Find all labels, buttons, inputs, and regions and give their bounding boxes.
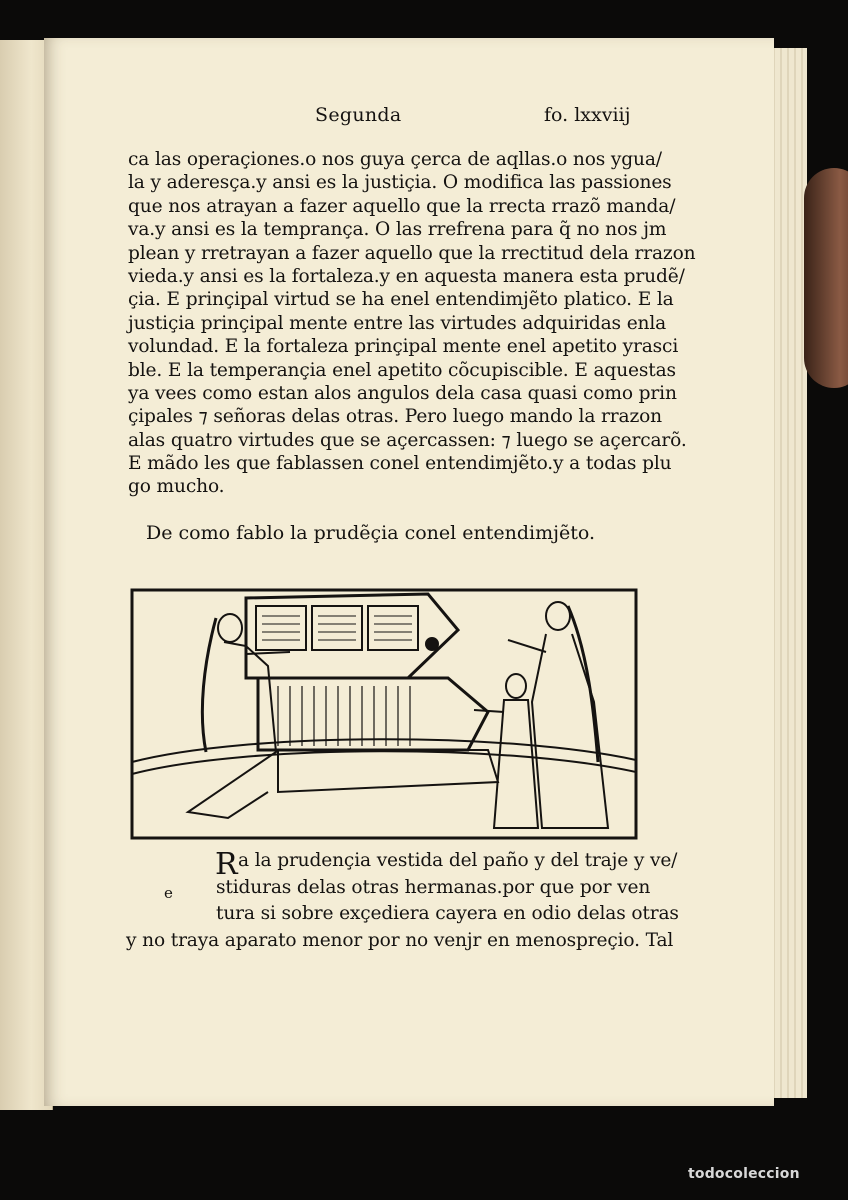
woodcut-illustration [128, 582, 640, 844]
text-line: go mucho. [128, 476, 225, 498]
text-line: alas quatro virtudes que se açercassen: ⁊ luego se açercarõ. [128, 429, 687, 451]
text-line: volundad. E la fortaleza prinçipal mente enel apetito yrasci [128, 336, 679, 358]
running-head-left: Segunda [315, 104, 402, 126]
text-line: vieda.y ansi es la fortaleza.y en aquesta manera esta prudẽ/ [128, 265, 685, 287]
watermark: todocoleccion [688, 1166, 800, 1182]
text-line: çipales ⁊ señoras delas otras. Pero luego mando la rrazon [128, 406, 662, 428]
text-line: tura si sobre exçediera cayera en odio delas otras [216, 903, 679, 924]
guide-letter: e [164, 884, 173, 902]
section-heading: De como fablo la prudẽçia conel entendimjẽto. [146, 522, 596, 544]
text-line: plean y rretrayan a fazer aquello que la rrectitud dela rrazon [128, 242, 696, 264]
body-paragraph [128, 148, 696, 499]
text-line: justiçia prinçipal mente entre las virtudes adquiridas enla [128, 312, 667, 334]
text-line: y no traya aparato menor por no venjr en menospreçio. Tal [126, 929, 674, 951]
drop-initial: R [215, 847, 238, 882]
text-line: ya vees como estan alos angulos dela casa quasi como prin [128, 382, 677, 404]
holding-thumb [804, 168, 848, 388]
text-line: stiduras delas otras hermanas.por que por ven [216, 876, 651, 898]
text-line: la y aderesça.y ansi es la justiçia. O modifica las passiones [128, 172, 672, 194]
text-line: E mãdo les que fablassen conel entendimjẽto.y a todas plu [128, 453, 672, 475]
text-line: ca las operaçiones.o nos guya çerca de aqllas.o nos ygua/ [128, 149, 662, 170]
text-line: va.y ansi es la temprança. O las rrefrena para q̃ no nos jm [128, 219, 667, 241]
second-paragraph [126, 848, 679, 954]
text-line: ble. E la temperançia enel apetito cõcupiscible. E aquestas [128, 359, 676, 381]
folio-number: fo. lxxviij [544, 104, 631, 126]
text-line: que nos atrayan a fazer aquello que la rrecta rrazõ manda/ [128, 195, 676, 217]
text-line: a la prudençia vestida del paño y del traje y ve/ [238, 850, 678, 871]
text-line: çia. E prinçipal virtud se ha enel entendimjẽto platico. E la [128, 289, 674, 311]
